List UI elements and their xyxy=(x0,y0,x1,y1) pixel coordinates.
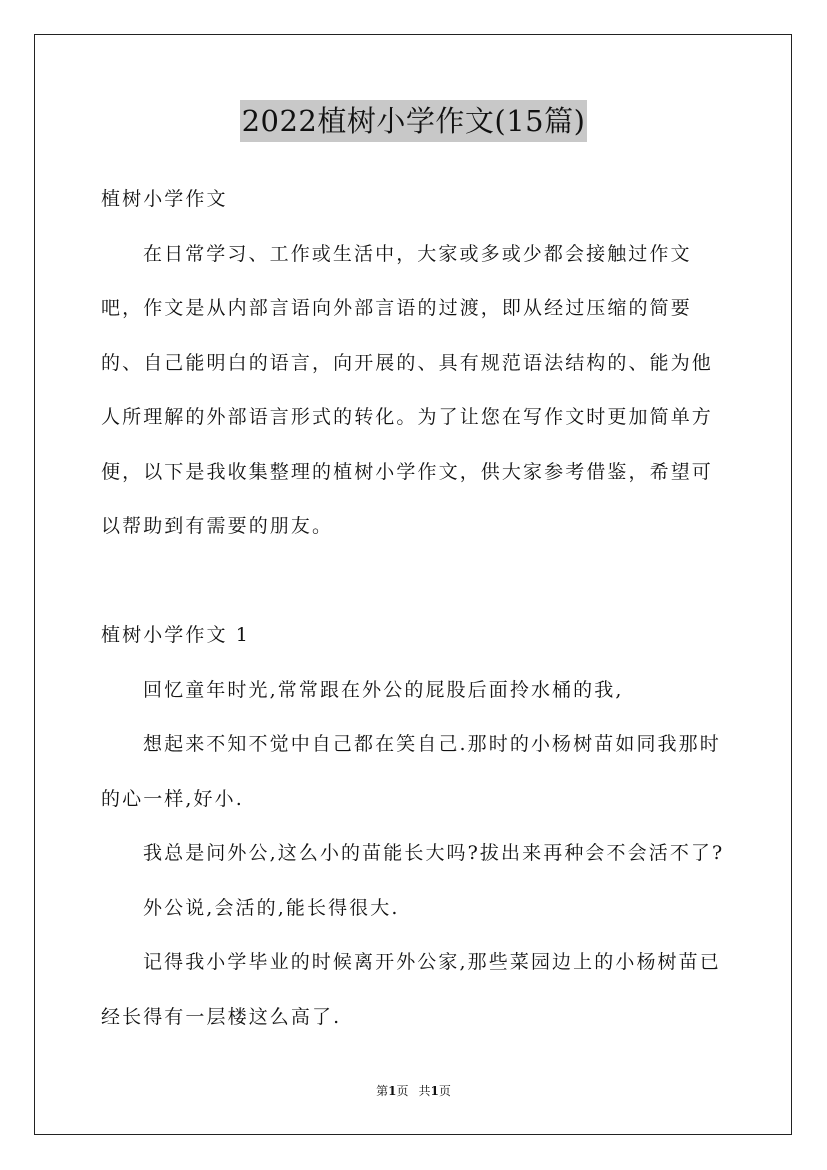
section-heading: 植树小学作文 xyxy=(101,188,228,210)
essay-heading: 植树小学作文 1 xyxy=(101,624,250,646)
essay-paragraph: 想起来不知不觉中自己都在笑自己.那时的小杨树苗如同我那时的心一样,好小. xyxy=(101,733,721,810)
total-label: 页 xyxy=(438,1084,451,1098)
current-page-number: 1 xyxy=(388,1084,397,1098)
document-title: 2022植树小学作文(15篇) xyxy=(240,100,588,142)
paragraph-gap xyxy=(101,554,729,609)
page-prefix: 第 xyxy=(376,1084,389,1098)
essay-paragraph: 记得我小学毕业的时候离开外公家,那些菜园边上的小杨树苗已经长得有一层楼这么高了. xyxy=(101,951,721,1028)
intro-paragraph: 在日常学习、工作或生活中，大家或多或少都会接触过作文吧，作文是从内部言语向外部言语的过渡，即从经过压缩的简要的、自己能明白的语言，向开展的、具有规范语法结构的、能为他人所理解的外部语言形式的转化。为了让您在写作文时更加简单方便，以下是我收集整理的植树小学作文，供大家参考借鉴，希望可以帮助到有需要的朋友。 xyxy=(101,242,713,537)
total-pages-number: 1 xyxy=(430,1084,439,1098)
total-prefix: 共 xyxy=(418,1084,431,1098)
document-body xyxy=(101,172,729,1044)
title-container xyxy=(0,100,827,142)
essay-paragraph: 我总是问外公,这么小的苗能长大吗?拔出来再种会不会活不了? xyxy=(143,842,725,864)
essay-paragraph: 回忆童年时光,常常跟在外公的屁股后面拎水桶的我, xyxy=(143,678,624,701)
page-footer xyxy=(0,1083,827,1099)
essay-paragraph: 外公说,会活的,能长得很大. xyxy=(143,896,400,919)
page-label: 页 xyxy=(396,1084,409,1098)
